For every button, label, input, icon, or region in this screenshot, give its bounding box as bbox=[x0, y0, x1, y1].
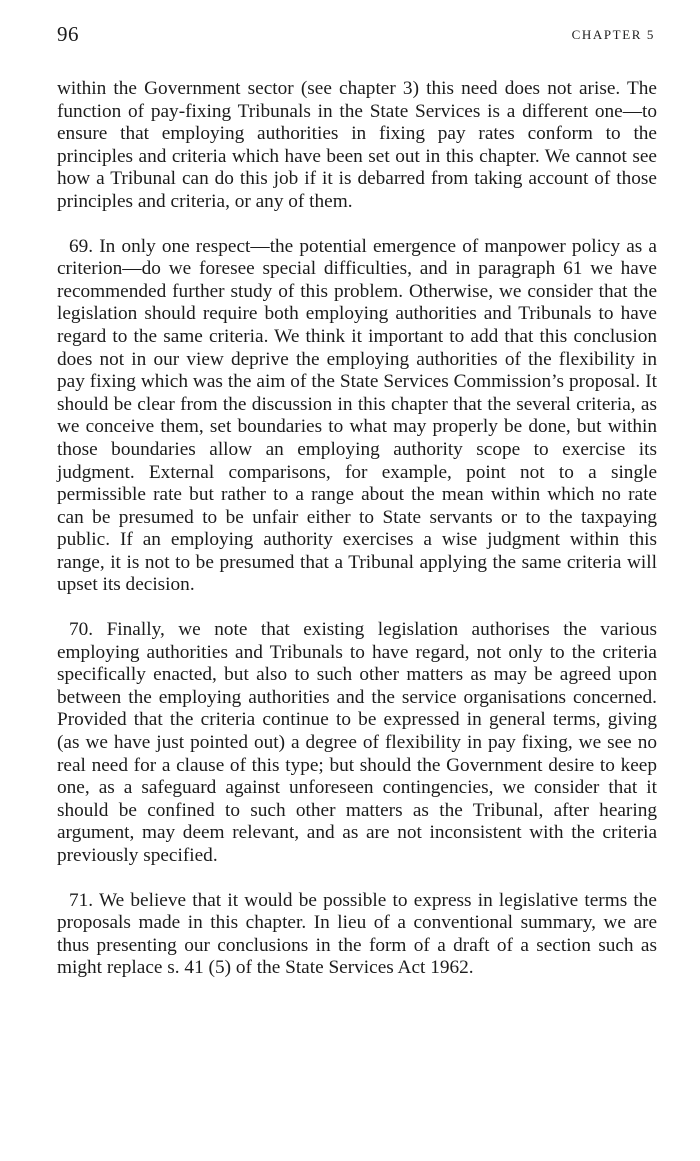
paragraph-number: 69. bbox=[69, 235, 94, 257]
paragraph-text: Finally, we note that existing legislation authorises the various employing authorities and Tribunals to have regard, not only to the criteria specifically enacted, but also to such other matters as may be agreed upon between the employing authorities and the service organisations concerned. Provided that the criteria continue to be expressed in general terms, giving (as we have just pointed out) a degree of flexibility in pay fixing, we see no real need for a clause of this type; but should the Government desire to keep one, as a safeguard against unforeseen contingencies, we consider that it should be confined to such other matters as the Tribunal, after hearing argument, may deem relevant, and as are not inconsistent with the criteria previously specified. bbox=[57, 619, 657, 866]
paragraph-text: We believe that it would be possible to express in legislative terms the proposals made in this chapter. In lieu of a conventional summary, we are thus presenting our conclusions in the form of a draft of a section such as might replace s. 41 (5) of the State Services Act 1962. bbox=[57, 889, 657, 979]
paragraph-69 bbox=[57, 236, 657, 598]
paragraph-number: 71. bbox=[69, 889, 94, 911]
page-number: 96 bbox=[57, 22, 79, 46]
chapter-label: CHAPTER 5 bbox=[571, 27, 655, 42]
paragraph-continued bbox=[57, 78, 657, 214]
paragraph-text: In only one respect—the potential emergence of manpower policy as a criterion—do we foresee special difficulties, and in paragraph 61 we have recommended further study of this problem. Otherwise, we consider that the legislation should require both employing authorities and Tribunals to have regard to the same criteria. We think it important to add that this conclusion does not in our view deprive the employing authorities of the flexibility in pay fixing which was the aim of the State Services Commission’s proposal. It should be clear from the discussion in this chapter that the several criteria, as we conceive them, set boundaries to what may properly be done, but within those boundaries allow an employing authority scope to exercise its judgment. External comparisons, for example, point not to a single permissible rate but rather to a range about the mean within which no rate can be presumed to be unfair either to State servants or to the taxpaying public. If an employing authority exercises a wise judgment within this range, it is not to be presumed that a Tribunal applying the same criteria will upset its decision. bbox=[57, 235, 657, 596]
paragraph-70 bbox=[57, 619, 657, 868]
paragraph-71 bbox=[57, 890, 657, 980]
document-page bbox=[57, 22, 657, 1002]
running-head bbox=[57, 22, 657, 52]
paragraph-number: 70. bbox=[69, 619, 94, 641]
paragraph-text: within the Government sector (see chapter 3) this need does not arise. The function of pay-fixing Tribunals in the State Services is a different one—to ensure that employing authorities in fixing pay rates conform to the principles and criteria which have been set out in this chapter. We cannot see how a Tribunal can do this job if it is debarred from taking account of those principles and criteria, or any of them. bbox=[57, 78, 657, 212]
